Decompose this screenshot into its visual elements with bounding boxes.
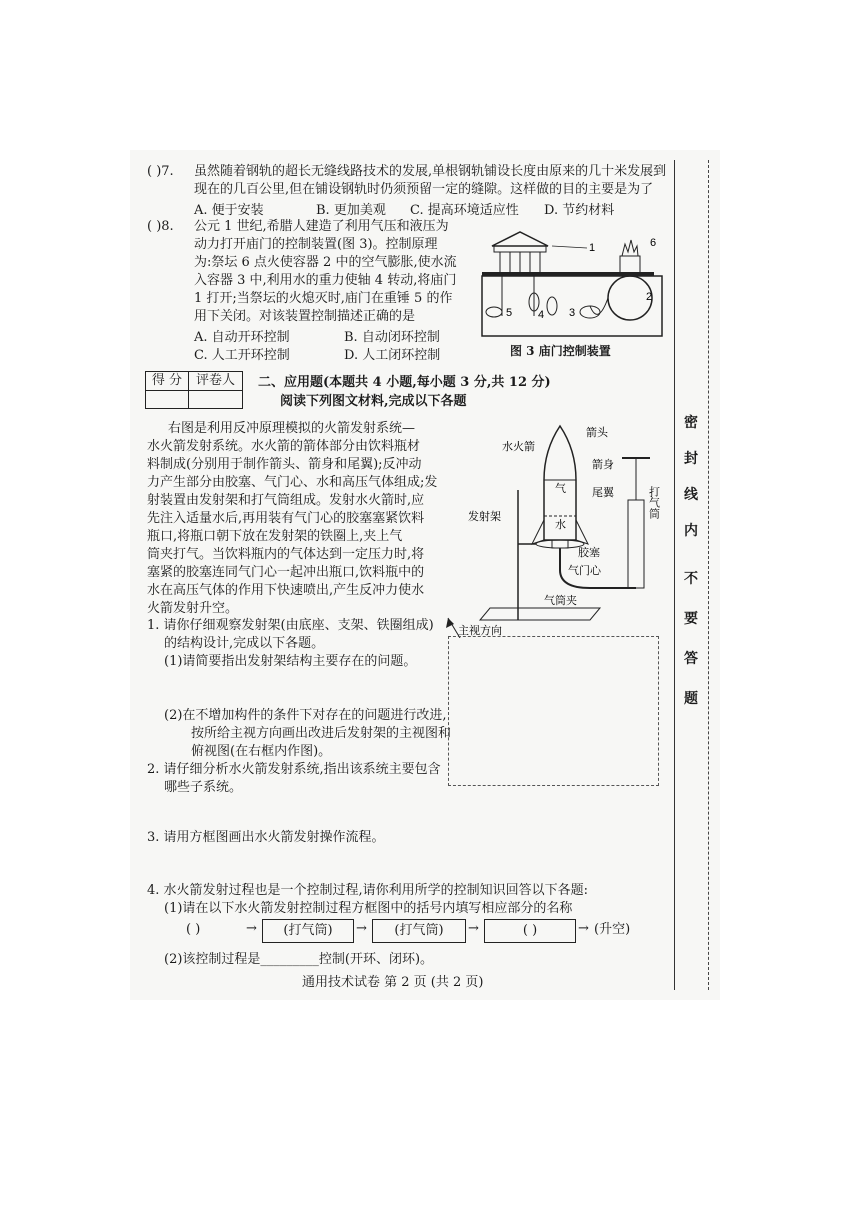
fig-label-2: 2 [646,291,653,303]
figure-caption: 图 3 庙门控制装置 [510,344,611,358]
margin-char: 内 [684,523,698,539]
q8-option-b: B. 自动闭环控制 [344,330,440,345]
q7-option-b: B. 更加美观 [316,203,386,218]
drawing-box[interactable] [448,636,659,786]
intro-line: 右图是利用反冲原理模拟的火箭发射系统— [168,421,416,436]
label-valve: 气门心 [568,564,601,577]
q4-text: 4. 水火箭发射过程也是一个控制过程,请你利用所学的控制知识回答以下各题: [147,883,589,898]
q7-option-c: C. 提高环境适应性 [410,203,519,218]
q7-option-d: D. 节约材料 [544,203,615,218]
q8-line: 公元 1 世纪,希腊人建造了利用气压和液压为 [194,219,449,234]
q8-line: 动力打开庙门的控制装置(图 3)。控制原理 [194,237,438,252]
q8-option-d: D. 人工闭环控制 [344,348,441,363]
margin-char: 答 [684,651,698,667]
intro-line: 射装置由发射架和打气筒组成。发射水火箭时,应 [147,493,425,508]
q2-line: 2. 请仔细分析水火箭发射系统,指出该系统主要包含 [147,762,441,777]
q7-number: ( )7. [147,164,174,179]
margin-char: 线 [684,487,698,503]
label-pump: 打气筒 [647,486,661,519]
intro-line: 水火箭发射系统。水火箭的箭体部分由饮料瓶材 [147,439,421,454]
margin-border-left [674,160,675,990]
intro-line: 力产生部分由胶塞、气门心、水和高压气体组成;发 [147,475,438,490]
q1-line: 的结构设计,完成以下各题。 [164,636,325,651]
page-footer: 通用技术试卷 第 2 页 (共 2 页) [302,975,484,990]
label-tail: 尾翼 [592,486,614,499]
margin-char: 不 [684,571,698,587]
q7-option-a: A. 便于安装 [194,203,264,218]
flow-arrow: → [246,921,257,936]
intro-line: 料制成(分别用于制作箭头、箭身和尾翼);反冲动 [147,457,422,472]
q1-sub2-line: 按所给主视方向画出改进后发射架的主视图和 [191,726,452,741]
flow-box-blank[interactable]: ( ) [484,919,576,943]
margin-char: 封 [684,451,698,467]
score-label: 得 分 [151,373,183,388]
q1-sub2-line: (2)在不增加构件的条件下对存在的问题进行改进, [164,708,447,723]
label-launcher: 发射架 [468,510,501,523]
intro-line: 火箭发射升空。 [147,601,239,616]
q8-line: 为:祭坛 6 点火使容器 2 中的空气膨胀,使水流 [194,255,457,270]
label-plug: 胶塞 [578,546,600,559]
q3-text: 3. 请用方框图画出水火箭发射操作流程。 [147,830,385,845]
intro-line: 先注入适量水后,再用装有气门心的胶塞塞紧饮料 [147,511,425,526]
margin-char: 密 [684,415,698,431]
temple-door-figure [472,226,672,346]
q8-option-a: A. 自动开环控制 [194,330,290,345]
flow-arrow: → [578,921,589,936]
section2-title: 二、应用题(本题共 4 小题,每小题 3 分,共 12 分) [258,375,551,390]
q8-line: 1 打开;当祭坛的火熄灭时,庙门在重锤 5 的作 [194,291,453,306]
flow-box-pump-2: (打气筒) [372,919,466,943]
flow-end-launch: (升空) [594,922,631,937]
margin-char: 要 [684,611,698,627]
q8-line: 用下关闭。对该装置控制描述正确的是 [194,309,416,324]
intro-line: 瓶口,将瓶口朝下放在发射架的铁圈上,夹上气 [147,529,403,544]
label-tip: 箭头 [586,426,608,439]
flow-box-pump-1: (打气筒) [262,919,354,943]
q8-option-c: C. 人工开环控制 [194,348,290,363]
q4-sub2[interactable]: (2)该控制过程是_________控制(开环、闭环)。 [164,952,434,967]
label-view: 主视方向 [458,624,502,637]
water-rocket-figure [440,420,680,638]
label-rocket: 水火箭 [502,440,535,453]
fig-label-1: 1 [589,242,596,254]
q1-sub1: (1)请简要指出发射架结构主要存在的问题。 [164,654,417,669]
fig-label-5: 5 [506,307,513,319]
margin-border-right [708,160,709,990]
flow-blank-1[interactable]: ( ) [186,922,201,937]
q4-sub1: (1)请在以下水火箭发射控制过程方框图中的括号内填写相应部分的名称 [164,901,573,916]
fig-label-3: 3 [569,307,576,319]
grader-label: 评卷人 [195,373,235,388]
fig-label-6: 6 [650,237,657,249]
intro-line: 塞紧的胶塞连同气门心一起冲出瓶口,饮料瓶中的 [147,565,425,580]
label-gas: 气 [555,482,566,495]
flow-arrow: → [468,921,479,936]
label-clip: 气筒夹 [544,594,577,607]
q7-text-line1: 虽然随着钢轨的超长无缝线路技术的发展,单根钢轨铺设长度由原来的几十米发展到 [194,164,667,179]
q8-line: 入容器 3 中,利用水的重力使轴 4 转动,将庙门 [194,273,457,288]
q8-number: ( )8. [147,219,174,234]
q1-sub2-line: 俯视图(在右框内作图)。 [191,744,332,759]
flow-arrow: → [356,921,367,936]
label-water: 水 [555,518,566,531]
margin-char: 题 [684,691,698,707]
score-box [145,371,243,409]
label-body: 箭身 [592,458,614,471]
intro-line: 水在高压气体的作用下快速喷出,产生反冲力使水 [147,583,425,598]
intro-line: 筒夹打气。当饮料瓶内的气体达到一定压力时,将 [147,547,425,562]
fig-label-4: 4 [538,309,545,321]
q1-line: 1. 请你仔细观察发射架(由底座、支架、铁圈组成) [147,618,434,633]
q2-line: 哪些子系统。 [164,780,243,795]
q7-text-line2: 现在的几百公里,但在铺设钢轨时仍须预留一定的缝隙。这样做的目的主要是为了 [194,182,654,197]
section2-subtitle: 阅读下列图文材料,完成以下各题 [280,394,467,409]
